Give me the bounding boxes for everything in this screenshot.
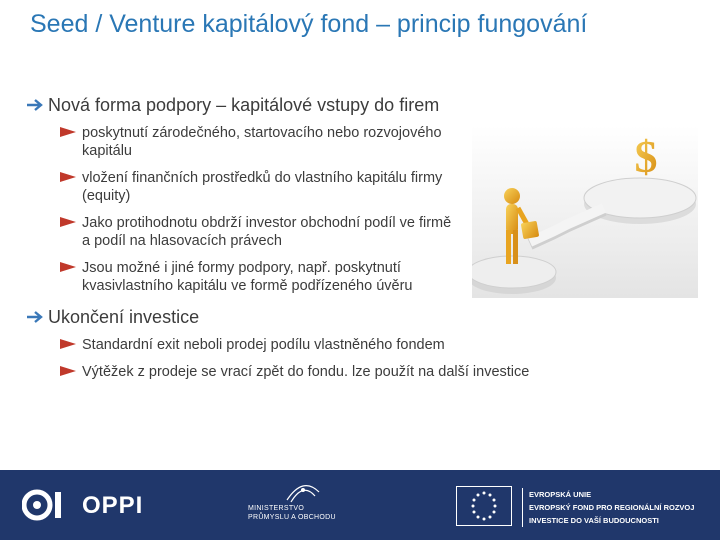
list-item	[60, 124, 458, 160]
oppi-logo-icon	[22, 488, 72, 522]
triangle-bullet-icon	[60, 172, 76, 182]
eu-line-2: EVROPSKÝ FOND PRO REGIONÁLNÍ ROZVOJ	[529, 503, 695, 512]
list-item	[60, 363, 626, 381]
footer-bar	[0, 470, 720, 540]
ministry-line-1: MINISTERSTVO	[248, 505, 305, 512]
list-item	[60, 336, 626, 354]
eu-stars-icon	[457, 487, 511, 525]
list-item-text: Jsou možné i jiné formy podpory, např. poskytnutí kvasivlastního kapitálu ve formě podřízeného úvěru	[82, 260, 413, 294]
eu-line-3: INVESTICE DO VAŠÍ BUDOUCNOSTI	[529, 516, 659, 525]
eu-line-1: EVROPSKÁ UNIE	[529, 490, 592, 499]
slide-title: Seed / Venture kapitálový fond – princip fungování	[30, 10, 588, 38]
investment-illustration	[472, 126, 698, 298]
section-heading-new-support	[26, 92, 626, 118]
list-item-text: Standardní exit neboli prodej podílu vlastněného fondem	[82, 337, 445, 353]
eu-flag	[456, 486, 512, 526]
ministry-line-2: PRŮMYSLU A OBCHODU	[248, 514, 336, 521]
ministry-logo-icon	[248, 480, 358, 504]
triangle-bullet-icon	[60, 127, 76, 137]
triangle-bullet-icon	[60, 366, 76, 376]
svg-text:$: $	[634, 131, 658, 182]
list-item-text: Výtěžek z prodeje se vrací zpět do fondu. lze použít na další investice	[82, 364, 530, 380]
list-item-text: poskytnutí zárodečného, startovacího nebo rozvojového kapitálu	[82, 125, 442, 159]
arrow-icon	[26, 98, 44, 112]
list-item	[60, 169, 458, 205]
list-item	[60, 259, 458, 295]
list-item-text: vložení finančních prostředků do vlastního kapitálu firmy (equity)	[82, 170, 443, 204]
oppi-wordmark: OPPI	[82, 492, 144, 519]
sublist-exit	[26, 336, 626, 381]
triangle-bullet-icon	[60, 339, 76, 349]
ministry-text	[248, 504, 336, 522]
eu-text-block	[522, 488, 694, 527]
section-heading-text: Ukončení investice	[48, 307, 200, 327]
triangle-bullet-icon	[60, 217, 76, 227]
arrow-icon	[26, 310, 44, 324]
triangle-bullet-icon	[60, 262, 76, 272]
list-item-text: Jako protihodnotu obdrží investor obchodní podíl ve firmě a podíl na hlasovacích právech	[82, 215, 452, 249]
section-heading-text: Nová forma podpory – kapitálové vstupy do firem	[48, 95, 440, 115]
section-heading-exit	[26, 304, 626, 330]
list-item	[60, 214, 458, 250]
